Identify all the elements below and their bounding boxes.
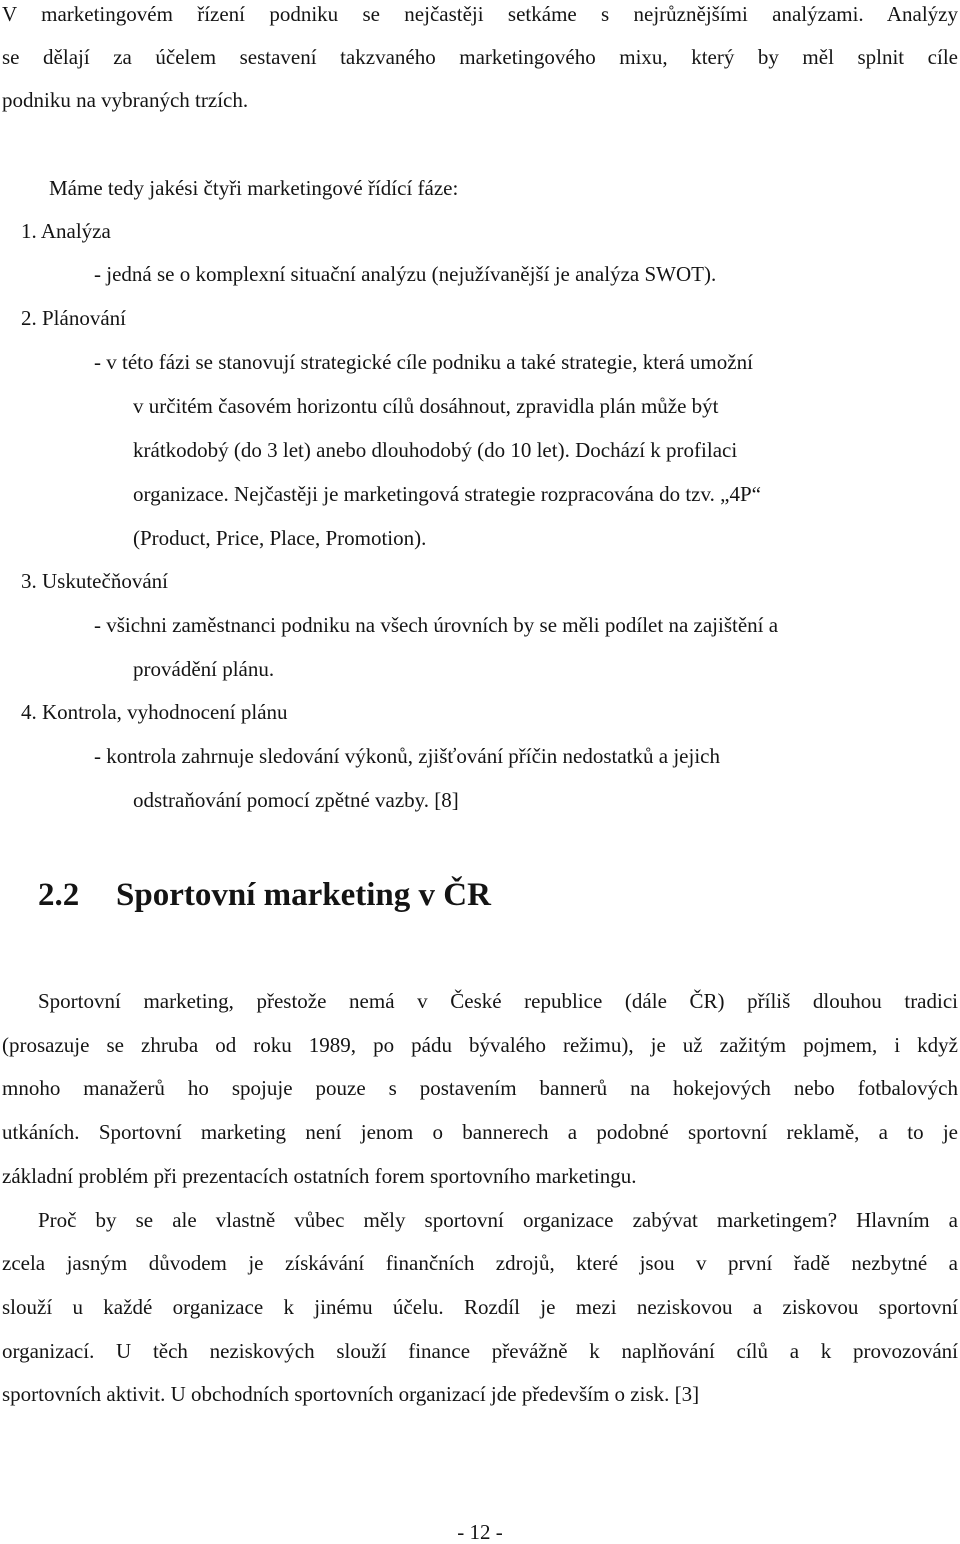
phase-title: 1. Analýza xyxy=(21,219,111,243)
phase-item: organizace. Nejčastěji je marketingová strategie rozpracována do tzv. „4P“ xyxy=(133,482,761,506)
section-number: 2.2 xyxy=(38,877,80,913)
phase-title: 3. Uskutečňování xyxy=(21,569,168,593)
phase-item: krátkodobý (do 3 let) anebo dlouhodobý (do 10 let). Dochází k profilaci xyxy=(133,438,738,462)
phase-item: v určitém časovém horizontu cílů dosáhnout, zpravidla plán může být xyxy=(133,394,719,418)
phase-item: provádění plánu. xyxy=(133,657,275,681)
paragraph-line: (prosazuje se zhruba od roku 1989, po pádu bývalého režimu), je už zažitým pojmem, i když xyxy=(2,1033,958,1057)
paragraph-line: mnoho manažerů ho spojuje pouze s postavením bannerů na hokejových nebo fotbalových xyxy=(2,1076,958,1100)
paragraph-line: utkáních. Sportovní marketing není jenom o bannerech a podobné sportovní reklamě, a to je xyxy=(2,1120,958,1144)
section-heading xyxy=(38,875,491,915)
intro-line: se dělají za účelem sestavení takzvaného marketingového mixu, který by měl splnit cíle xyxy=(2,45,958,69)
phase-item: - v této fázi se stanovují strategické cíle podniku a také strategie, která umožní xyxy=(94,350,753,374)
paragraph-line: organizací. U těch neziskových slouží finance převážně k naplňování cílů a k provozování xyxy=(2,1339,958,1363)
phase-item: - kontrola zahrnuje sledování výkonů, zjišťování příčin nedostatků a jejich xyxy=(94,744,720,768)
paragraph-line: slouží u každé organizace k jinému účelu. Rozdíl je mezi neziskovou a ziskovou sportovní xyxy=(2,1295,958,1319)
section-title: Sportovní marketing v ČR xyxy=(116,877,491,913)
paragraph-line: Sportovní marketing, přestože nemá v České republice (dále ČR) příliš dlouhou tradici xyxy=(38,989,958,1013)
paragraph-line: základní problém při prezentacích ostatních forem sportovního marketingu. xyxy=(2,1164,637,1188)
intro-line: podniku na vybraných trzích. xyxy=(2,88,249,112)
phase-title: 4. Kontrola, vyhodnocení plánu xyxy=(21,700,288,724)
page-number: - 12 - xyxy=(457,1520,503,1544)
phase-item: - jedná se o komplexní situační analýzu (nejužívanější je analýza SWOT). xyxy=(94,262,717,286)
paragraph-line: zcela jasným důvodem je získávání finančních zdrojů, které jsou v první řadě nezbytné a xyxy=(2,1251,958,1275)
paragraph-line: Proč by se ale vlastně vůbec měly sportovní organizace zabývat marketingem? Hlavním a xyxy=(38,1208,958,1232)
intro-line: V marketingovém řízení podniku se nejčastěji setkáme s nejrůznějšími analýzami. Analýzy xyxy=(2,2,958,26)
phase-item: - všichni zaměstnanci podniku na všech úrovních by se měli podílet na zajištění a xyxy=(94,613,779,637)
paragraph-line: sportovních aktivit. U obchodních sportovních organizací jde především o zisk. [3] xyxy=(2,1382,700,1406)
phases-intro: Máme tedy jakési čtyři marketingové řídící fáze: xyxy=(49,176,459,200)
phase-title: 2. Plánování xyxy=(21,306,126,330)
phase-item: odstraňování pomocí zpětné vazby. [8] xyxy=(133,788,459,812)
phase-item: (Product, Price, Place, Promotion). xyxy=(133,526,427,550)
